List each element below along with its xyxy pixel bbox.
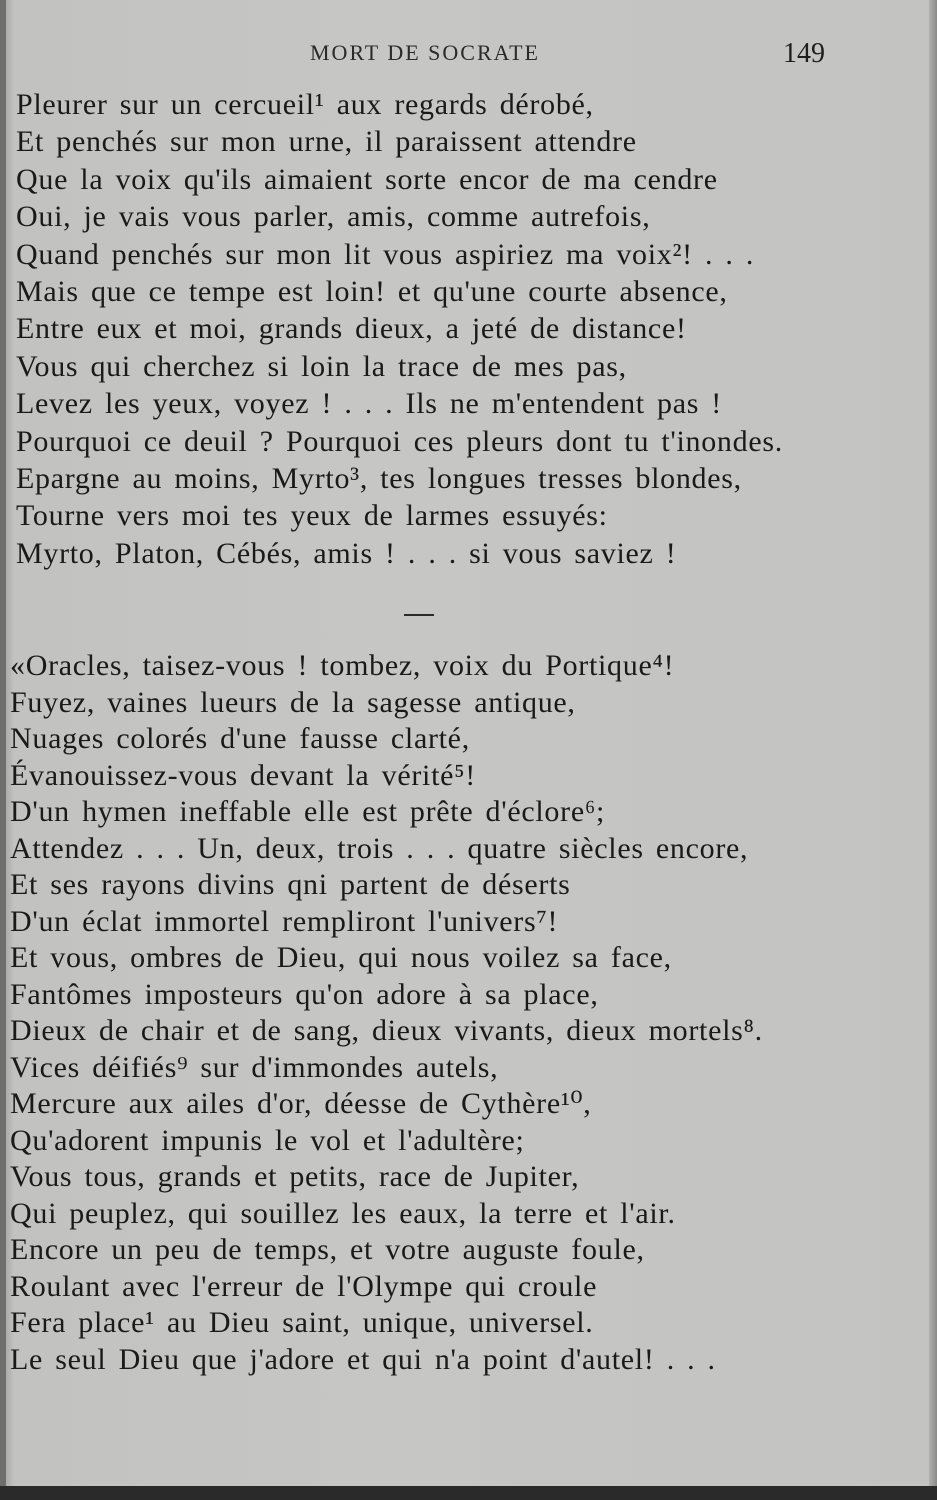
verse-line: Et ses rayons divins qni partent de déserts — [10, 868, 571, 901]
verse-line: Pourquoi ce deuil ? Pourquoi ces pleurs dont tu t'inondes. — [16, 424, 783, 458]
verse-line: Fera place¹ au Dieu saint, unique, universel. — [10, 1306, 594, 1339]
verse-line: Nuages colorés d'une fausse clarté, — [10, 722, 470, 755]
verse-line: Et penchés sur mon urne, il paraissent attendre — [16, 125, 637, 159]
stanza-1 — [16, 86, 783, 572]
verse-line: Levez les yeux, voyez ! . . . Ils ne m'entendent pas ! — [16, 387, 722, 421]
verse-line: Epargne au moins, Myrto³, tes longues tresses blondes, — [16, 461, 742, 495]
verse-line: Attendez . . . Un, deux, trois . . . quatre siècles encore, — [10, 831, 749, 865]
page-bottom-edge — [0, 1486, 937, 1500]
verse-line: D'un éclat immortel rempliront l'univers⁷! — [10, 904, 559, 938]
running-title: MORT DE SOCRATE — [310, 40, 540, 65]
verse-line: Vous tous, grands et petits, race de Jupiter, — [10, 1160, 580, 1193]
page-right-edge — [929, 0, 937, 1500]
verse-line: Pleurer sur un cercueil¹ aux regards dérobé, — [16, 88, 594, 121]
page-number: 149 — [783, 38, 825, 69]
page-spine-shadow — [0, 0, 6, 1500]
verse-line: Myrto, Platon, Cébés, amis ! . . . si vous saviez ! — [16, 536, 677, 570]
verse-line: Vices déifiés⁹ sur d'immondes autels, — [10, 1050, 499, 1084]
verse-line: Qu'adorent impunis le vol et l'adultère; — [10, 1123, 525, 1157]
stanza-2 — [10, 648, 763, 1378]
verse-line: Mercure aux ailes d'or, déesse de Cythère¹⁰, — [10, 1087, 592, 1120]
verse-line: Oui, je vais vous parler, amis, comme autrefois, — [16, 200, 651, 234]
verse-line: Entre eux et moi, grands dieux, a jeté de distance! — [16, 312, 687, 346]
verse-line: «Oracles, taisez-vous ! tombez, voix du Portique⁴! — [10, 649, 675, 682]
section-divider — [404, 614, 434, 616]
verse-line: Le seul Dieu que j'adore et qui n'a point d'autel! . . . — [10, 1342, 716, 1376]
verse-line: Quand penchés sur mon lit vous aspiriez ma voix²! . . . — [16, 237, 755, 271]
verse-line: Dieux de chair et de sang, dieux vivants, dieux mortels⁸. — [10, 1014, 763, 1047]
verse-line: D'un hymen ineffable elle est prête d'éclore⁶; — [10, 795, 606, 828]
verse-line: Roulant avec l'erreur de l'Olympe qui croule — [10, 1269, 598, 1303]
verse-line: Et vous, ombres de Dieu, qui nous voilez sa face, — [10, 941, 672, 974]
verse-line: Évanouissez-vous devant la vérité⁵! — [10, 758, 476, 792]
verse-line: Encore un peu de temps, et votre auguste foule, — [10, 1233, 645, 1266]
verse-line: Mais que ce tempe est loin! et qu'une courte absence, — [16, 274, 728, 308]
verse-line: Qui peuplez, qui souillez les eaux, la terre et l'air. — [10, 1196, 676, 1230]
verse-line: Vous qui cherchez si loin la trace de mes pas, — [16, 349, 627, 383]
verse-line: Fantômes imposteurs qu'on adore à sa place, — [10, 977, 599, 1011]
verse-line: Fuyez, vaines lueurs de la sagesse antique, — [10, 685, 576, 719]
verse-line: Tourne vers moi tes yeux de larmes essuyés: — [16, 499, 608, 533]
verse-line: Que la voix qu'ils aimaient sorte encor de ma cendre — [16, 162, 718, 196]
